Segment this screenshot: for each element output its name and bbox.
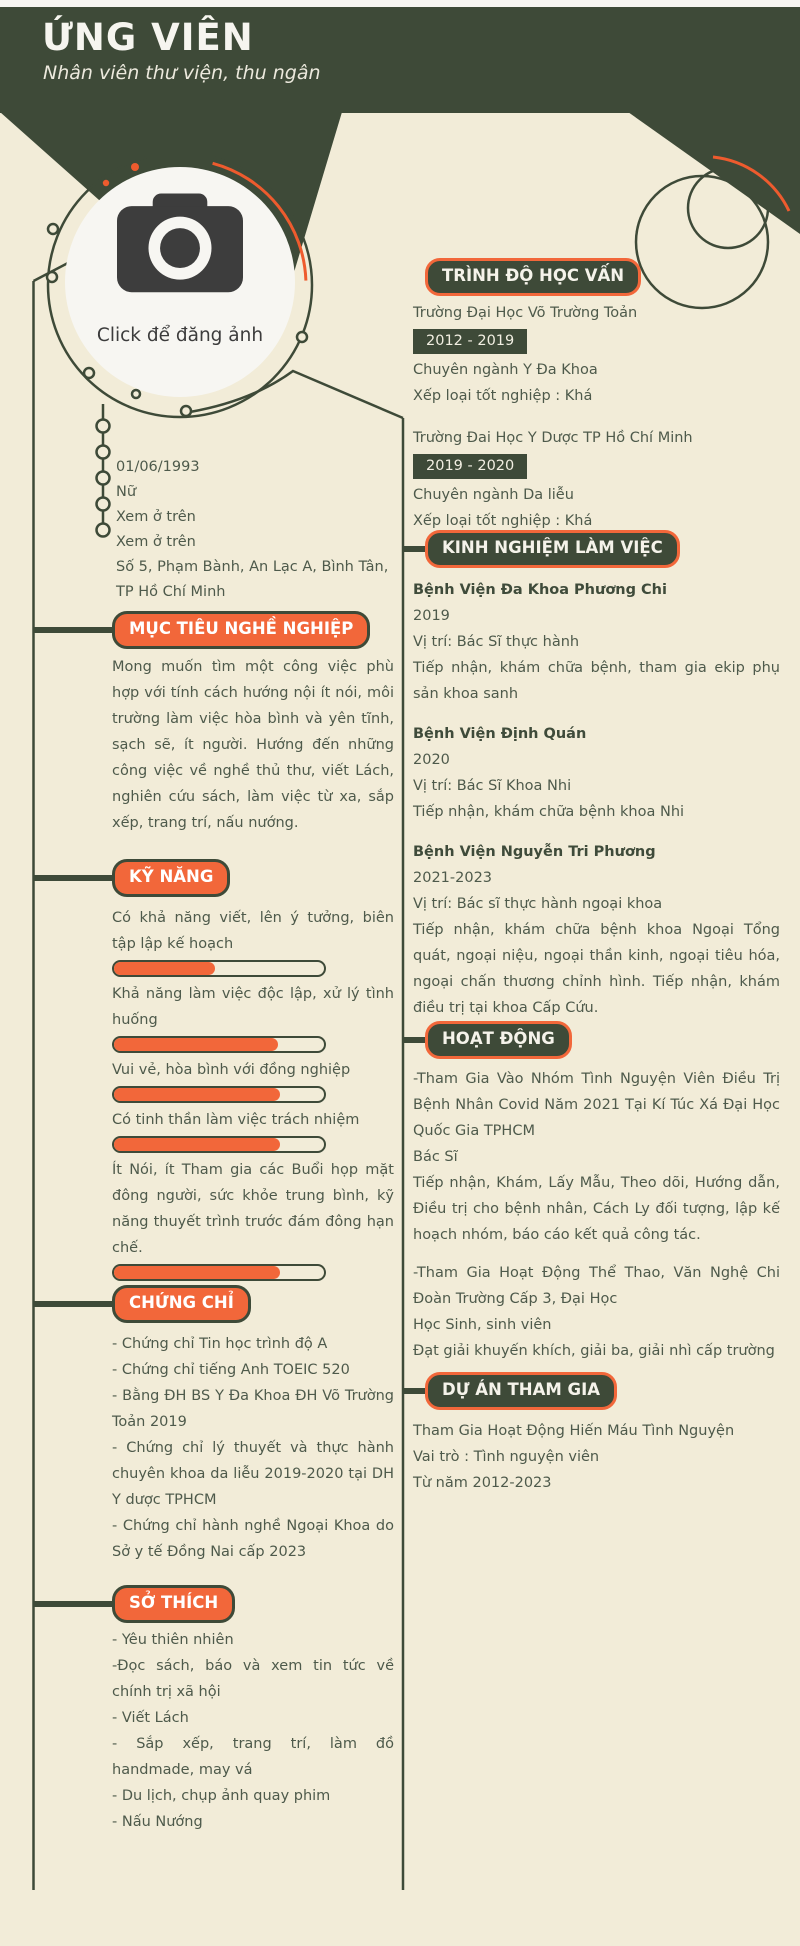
education-period-badge: 2019 - 2020 (413, 454, 527, 479)
hobbies-list (112, 1627, 394, 1835)
photo-upload-circle[interactable] (65, 167, 295, 397)
company-name: Bệnh Viện Nguyễn Tri Phương (413, 844, 656, 860)
certificates-list (112, 1331, 394, 1565)
skill-bar (112, 1136, 326, 1153)
job-position: Vị trí: Bác Sĩ Khoa Nhi (413, 778, 572, 794)
skill-bar-fill (114, 1138, 280, 1151)
experience-item (413, 839, 780, 1021)
job-description: Tiếp nhận, khám chữa bệnh khoa Ngoại Tổng quát, ngoại niệu, ngoại thần kinh, ngoại tiêu hóa, ngoại chấn thương chỉnh hình. Tiếp nhận, khám điều trị tại khoa Cấp Cứu. (413, 922, 780, 1016)
education-major: Chuyên ngành Y Đa Khoa (413, 362, 598, 378)
page-subtitle: Nhân viên thư viện, thu ngân (43, 62, 321, 84)
section-heading-skills: KỸ NĂNG (112, 859, 230, 897)
skill-item (112, 905, 394, 977)
info-birthdate: 01/06/1993 (116, 459, 200, 475)
job-period: 2021-2023 (413, 870, 493, 886)
education-list (413, 300, 780, 550)
skill-item (112, 1157, 394, 1281)
activities-list (413, 1066, 780, 1376)
info-phone: Xem ở trên (116, 509, 196, 525)
activity-description: Đạt giải khuyến khích, giải ba, giải nhì cấp trường (413, 1343, 775, 1359)
objective-body: Mong muốn tìm một công việc phù hợp với tính cách hướng nội ít nói, môi trường làm việc hòa bình và yên tĩnh, sạch sẽ, ít người. Hướng đến những công việc về nghề thủ thư, viết Lách, nghiên cứu sách, làm việc từ xa, sắp xếp, trang trí, nấu nướng. (112, 659, 394, 831)
hobby-item: -Đọc sách, báo và xem tin tức về chính trị xã hội (112, 1658, 394, 1700)
hobby-item: - Yêu thiên nhiên (112, 1632, 234, 1648)
hobby-item: - Du lịch, chụp ảnh quay phim (112, 1788, 331, 1804)
info-gender: Nữ (116, 484, 137, 500)
skill-bar (112, 1264, 326, 1281)
skill-bar (112, 1086, 326, 1103)
project-role: Vai trò : Tình nguyện viên (413, 1449, 600, 1465)
experience-item (413, 577, 780, 707)
activity-item (413, 1066, 780, 1248)
section-heading-certificates: CHỨNG CHỈ (112, 1285, 251, 1323)
skill-label: Ít Nói, ít Tham gia các Buổi họp mặt đông người, sức khỏe trung bình, kỹ năng thuyết trình trước đám đông hạn chế. (112, 1162, 394, 1256)
skill-bar (112, 1036, 326, 1053)
activity-title: -Tham Gia Vào Nhóm Tình Nguyện Viên Điều Trị Bệnh Nhân Covid Năm 2021 Tại Kí Túc Xá Đại Học Quốc Gia TPHCM (413, 1071, 780, 1139)
camera-icon (117, 193, 243, 299)
job-position: Vị trí: Bác sĩ thực hành ngoại khoa (413, 896, 663, 912)
activity-role: Học Sinh, sinh viên (413, 1317, 552, 1333)
project-item (413, 1418, 780, 1496)
school-name: Trường Đại Học Võ Trường Toản (413, 305, 638, 321)
company-name: Bệnh Viện Đa Khoa Phương Chi (413, 582, 667, 598)
info-email: Xem ở trên (116, 534, 196, 550)
company-name: Bệnh Viện Định Quán (413, 726, 587, 742)
job-position: Vị trí: Bác Sĩ thực hành (413, 634, 580, 650)
education-major: Chuyên ngành Da liễu (413, 487, 574, 503)
skill-item (112, 1107, 394, 1153)
personal-info (116, 455, 402, 605)
education-item (413, 300, 780, 409)
section-heading-activities: HOẠT ĐỘNG (425, 1021, 572, 1059)
skill-bar-fill (114, 1038, 278, 1051)
education-item (413, 425, 780, 534)
skill-label: Vui vẻ, hòa bình với đồng nghiệp (112, 1062, 351, 1078)
experience-list (413, 577, 780, 1035)
hobby-item: - Viết Lách (112, 1710, 189, 1726)
education-grade: Xếp loại tốt nghiệp : Khá (413, 388, 593, 404)
project-title: Tham Gia Hoạt Động Hiến Máu Tình Nguyện (413, 1423, 735, 1439)
activity-title: -Tham Gia Hoạt Động Thể Thao, Văn Nghệ Chi Đoàn Trường Cấp 3, Đại Học (413, 1265, 780, 1307)
skill-label: Có tinh thần làm việc trách nhiệm (112, 1112, 360, 1128)
skill-label: Khả năng làm việc độc lập, xử lý tình huống (112, 986, 394, 1028)
skill-item (112, 1057, 394, 1103)
job-period: 2020 (413, 752, 450, 768)
projects-list (413, 1418, 780, 1496)
certificate-item: - Chứng chỉ lý thuyết và thực hành chuyên khoa da liễu 2019-2020 tại DH Y dược TPHCM (112, 1440, 394, 1508)
activity-description: Tiếp nhận, Khám, Lấy Mẫu, Theo dõi, Hướng dẫn, Điều trị cho bệnh nhân, Cách Ly đối tượng, lập kế hoạch nhóm, báo cáo kết quả công tác. (413, 1175, 780, 1243)
photo-upload-label: Click để đăng ảnh (96, 325, 264, 346)
project-period: Từ năm 2012-2023 (413, 1475, 552, 1491)
info-address: Số 5, Phạm Bành, An Lạc A, Bình Tân, TP Hồ Chí Minh (116, 559, 389, 600)
corner-orange-arc (713, 157, 789, 211)
school-name: Trường Đai Học Y Dược TP Hồ Chí Minh (413, 430, 693, 446)
education-period-badge: 2012 - 2019 (413, 329, 527, 354)
skills-list (112, 905, 394, 1285)
education-grade: Xếp loại tốt nghiệp : Khá (413, 513, 593, 529)
experience-item (413, 721, 780, 825)
certificate-item: - Chứng chỉ hành nghề Ngoại Khoa do Sở y tế Đồng Nai cấp 2023 (112, 1518, 394, 1560)
job-description: Tiếp nhận, khám chữa bệnh, tham gia ekip phụ sản khoa sanh (413, 660, 780, 702)
hobby-item: - Nấu Nướng (112, 1814, 203, 1830)
section-heading-education: TRÌNH ĐỘ HỌC VẤN (425, 258, 641, 296)
hobby-item: - Sắp xếp, trang trí, làm đồ handmade, may vá (112, 1736, 394, 1778)
skill-bar (112, 960, 326, 977)
page-title: ỨNG VIÊN (42, 16, 254, 59)
section-heading-hobbies: SỞ THÍCH (112, 1585, 235, 1623)
section-heading-objective: MỤC TIÊU NGHỀ NGHIỆP (112, 611, 370, 649)
certificate-item: - Chứng chỉ tiếng Anh TOEIC 520 (112, 1362, 350, 1378)
skill-bar-fill (114, 1266, 280, 1279)
job-period: 2019 (413, 608, 450, 624)
section-heading-projects: DỰ ÁN THAM GIA (425, 1372, 617, 1410)
section-heading-experience: KINH NGHIỆM LÀM VIỆC (425, 530, 680, 568)
certificate-item: - Chứng chỉ Tin học trình độ A (112, 1336, 328, 1352)
skill-label: Có khả năng viết, lên ý tưởng, biên tập lập kế hoạch (112, 910, 394, 952)
skill-bar-fill (114, 962, 215, 975)
certificate-item: - Bằng ĐH BS Y Đa Khoa ĐH Võ Trường Toản 2019 (112, 1388, 394, 1430)
skill-item (112, 981, 394, 1053)
activity-item (413, 1260, 780, 1364)
skill-bar-fill (114, 1088, 280, 1101)
job-description: Tiếp nhận, khám chữa bệnh khoa Nhi (413, 804, 685, 820)
activity-role: Bác Sĩ (413, 1149, 458, 1165)
